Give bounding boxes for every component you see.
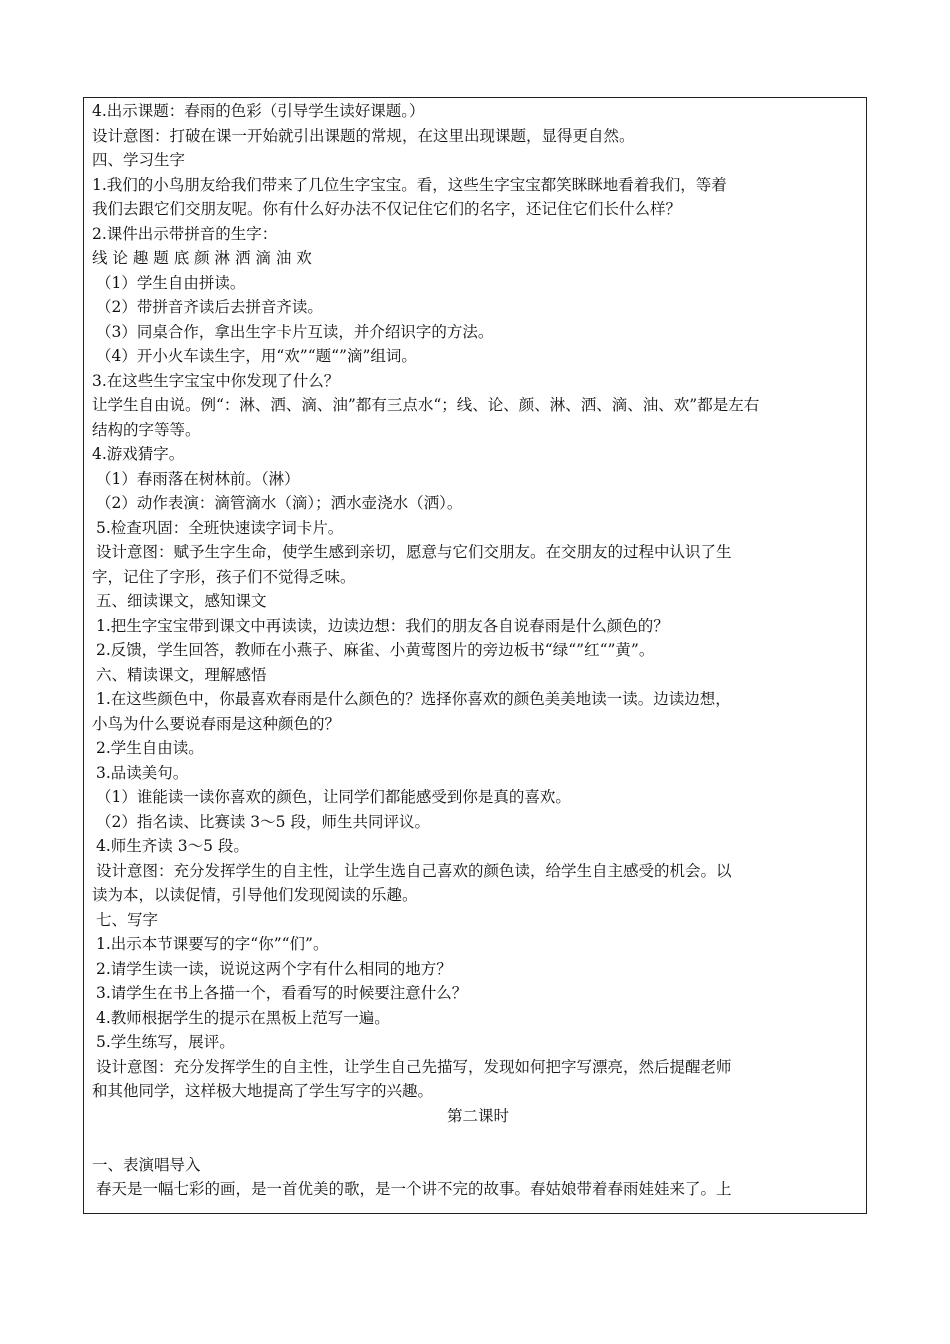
text-line: （2）带拼音齐读后去拼音齐读。: [96, 298, 323, 316]
design-intent-line: 设计意图：充分发挥学生的自主性，让学生自己先描写，发现如何把字写漂亮，然后提醒老师: [96, 1057, 732, 1076]
lesson-period-title: 第二课时: [446, 1106, 509, 1125]
section-heading: 四、学习生字: [92, 151, 186, 169]
design-intent-line: 字，记住了字形，孩子们不觉得乏味。: [92, 567, 356, 586]
design-intent-line: 和其他同学，这样极大地提高了学生写字的兴趣。: [92, 1082, 434, 1100]
text-line: 4.出示课题：春雨的色彩（引导学生读好课题。）: [92, 102, 425, 120]
design-intent-line: 设计意图：打破在课一开始就引出课题的常规，在这里出现课题，显得更自然。: [92, 126, 635, 145]
text-line: 结构的字等等。: [92, 420, 201, 439]
text-line: 1.把生字宝宝带到课文中再读读，边读边想：我们的朋友各自说春雨是什么颜色的？: [96, 616, 669, 635]
text-line: （4）开小火车读生字，用“欢”“题“”滴”组词。: [96, 347, 417, 365]
text-line: 4.师生齐读 3～5 段。: [96, 837, 249, 855]
text-line: （1）春雨落在树林前。（淋）: [96, 469, 300, 488]
text-line: （2）动作表演：滴管滴水（滴）；洒水壶浇水（洒）。: [96, 494, 463, 512]
text-line: 2.课件出示带拼音的生字：: [92, 224, 278, 243]
text-line: 小鸟为什么要说春雨是这种颜色的？: [92, 714, 341, 733]
design-intent-line: 读为本，以读促情，引导他们发现阅读的乐趣。: [92, 886, 418, 904]
text-line: 2.学生自由读。: [96, 739, 204, 757]
text-line: 1.在这些颜色中，你最喜欢春雨是什么颜色的？选择你喜欢的颜色美美地读一读。边读边想，: [96, 690, 731, 708]
text-line: 3.请学生在书上各描一个，看看写的时候要注意什么？: [96, 984, 468, 1002]
text-line: 4.游戏猜字。: [92, 445, 185, 463]
text-line: 让学生自由说。例“：淋、洒、滴、油”都有三点水“；线、论、颜、淋、洒、滴、油、欢”都是左右: [92, 396, 760, 414]
text-line: 我们去跟它们交朋友呢。你有什么好办法不仅记住它们的名字，还记住它们长什么样？: [92, 200, 682, 218]
text-line: （1）学生自由拼读。: [96, 273, 246, 292]
text-line: 1.出示本节课要写的字“你”“们”。: [96, 935, 329, 953]
blank-line: [92, 1128, 864, 1153]
section-heading: 七、写字: [96, 910, 159, 929]
character-list: 线 论 趣 题 底 颜 淋 洒 滴 油 欢: [92, 249, 312, 267]
text-line: （2）指名读、比赛读 3～5 段，师生共同评议。: [96, 812, 430, 831]
text-line: 4.教师根据学生的提示在黑板上范写一遍。: [96, 1008, 390, 1027]
text-line: 5.检查巩固：全班快速读字词卡片。: [96, 518, 344, 537]
text-line: 2.请学生读一读，说说这两个字有什么相同的地方？: [96, 959, 452, 978]
text-line: 3.在这些生字宝宝中你发现了什么？: [92, 371, 340, 390]
section-heading: 五、细读课文，感知课文: [96, 592, 267, 610]
text-line: 1.我们的小鸟朋友给我们带来了几位生字宝宝。看，这些生字宝宝都笑眯眯地看着我们，等着: [92, 175, 727, 194]
section-heading: 一、表演唱导入: [92, 1155, 201, 1174]
text-line: 2.反馈，学生回答，教师在小燕子、麻雀、小黄莺图片的旁边板书“绿“”红“”黄”。: [96, 641, 655, 659]
lesson-plan-text: [92, 99, 864, 1202]
design-intent-line: 设计意图：充分发挥学生的自主性，让学生选自己喜欢的颜色读，给学生自主感受的机会。以: [96, 861, 732, 880]
section-heading: 六、精读课文，理解感悟: [96, 665, 267, 684]
text-line: 3.品读美句。: [96, 763, 189, 782]
text-line: （1）谁能读一读你喜欢的颜色，让同学们都能感受到你是真的喜欢。: [96, 788, 571, 806]
design-intent-line: 设计意图：赋予生字生命，使学生感到亲切，愿意与它们交朋友。在交朋友的过程中认识了生: [96, 543, 732, 561]
text-line: 春天是一幅七彩的画，是一首优美的歌，是一个讲不完的故事。春姑娘带着春雨娃娃来了。上: [96, 1180, 732, 1198]
text-line: 5.学生练写，展评。: [96, 1033, 235, 1051]
text-line: （3）同桌合作，拿出生字卡片互读，并介绍识字的方法。: [96, 322, 494, 341]
